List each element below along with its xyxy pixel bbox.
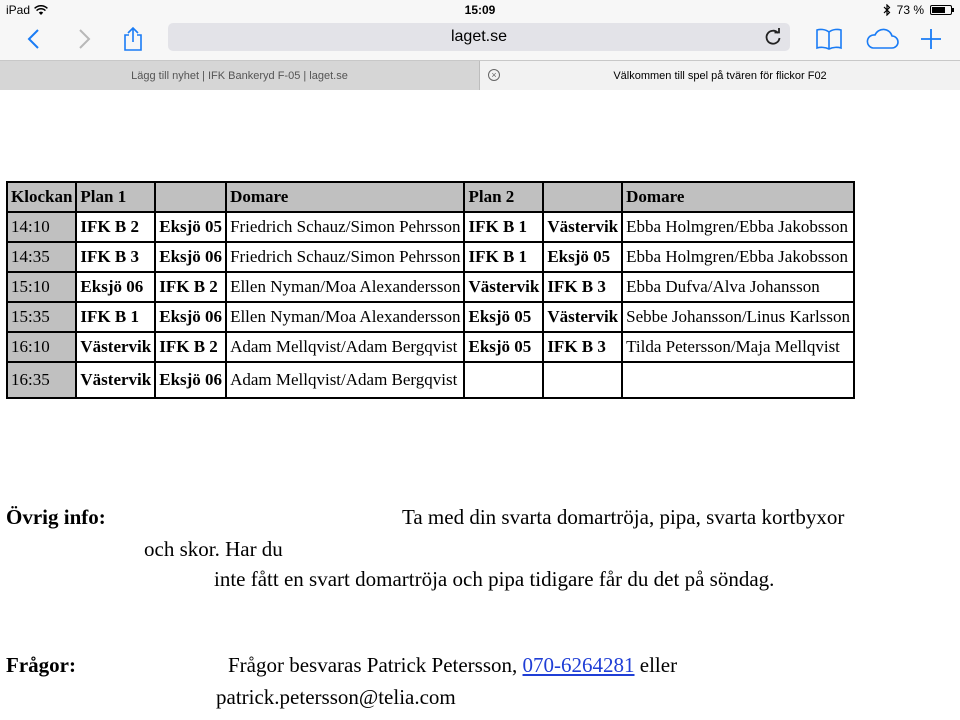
device-name: iPad: [6, 3, 31, 17]
team-cell: Eksjö 06: [76, 272, 155, 302]
time-cell: 14:35: [7, 242, 76, 272]
tab-label: Lägg till nyhet | IFK Bankeryd F-05 | laget.se: [131, 69, 348, 82]
page-content: [0, 91, 960, 720]
team-cell: Eksjö 06: [155, 362, 226, 398]
table-row: [7, 272, 854, 302]
table-header-cell: [543, 182, 622, 212]
referee-cell: [622, 362, 854, 398]
tab-active[interactable]: [480, 61, 960, 90]
table-row: [7, 302, 854, 332]
referee-cell: Friedrich Schauz/Simon Pehrsson: [226, 242, 464, 272]
team-cell: Eksjö 05: [543, 242, 622, 272]
time-cell: 15:10: [7, 272, 76, 302]
team-cell: Västervik: [464, 272, 543, 302]
reload-icon[interactable]: [762, 26, 784, 48]
team-cell: [464, 362, 543, 398]
tab-inactive[interactable]: [0, 61, 480, 90]
new-tab-icon[interactable]: [916, 24, 946, 54]
cloud-icon[interactable]: [864, 24, 900, 54]
questions-prefix: Frågor besvaras Patrick Petersson,: [228, 653, 518, 677]
status-time: 15:09: [464, 3, 496, 17]
forward-icon[interactable]: [70, 24, 100, 54]
table-header-row: [7, 182, 854, 212]
table-header-cell: Klockan: [7, 182, 76, 212]
team-cell: [543, 362, 622, 398]
referee-cell: Ellen Nyman/Moa Alexandersson: [226, 302, 464, 332]
table-header-cell: [155, 182, 226, 212]
team-cell: IFK B 2: [155, 332, 226, 362]
team-cell: Eksjö 05: [155, 212, 226, 242]
team-cell: IFK B 3: [543, 332, 622, 362]
bluetooth-icon: [883, 4, 891, 16]
tab-label: Välkommen till spel på tvären för flickor F02: [613, 69, 827, 82]
team-cell: Västervik: [543, 212, 622, 242]
browser-toolbar: [0, 20, 960, 60]
time-cell: 16:35: [7, 362, 76, 398]
team-cell: IFK B 2: [76, 212, 155, 242]
table-header-cell: Plan 2: [464, 182, 543, 212]
referee-cell: Friedrich Schauz/Simon Pehrsson: [226, 212, 464, 242]
referee-cell: Tilda Petersson/Maja Mellqvist: [622, 332, 854, 362]
referee-cell: Ebba Holmgren/Ebba Jakobsson: [622, 212, 854, 242]
status-bar: [0, 0, 960, 20]
battery-icon: [930, 5, 952, 15]
status-right: [883, 3, 952, 17]
table-row: [7, 362, 854, 398]
referee-cell: Ebba Dufva/Alva Johansson: [622, 272, 854, 302]
table-row: [7, 212, 854, 242]
table-header-cell: Domare: [226, 182, 464, 212]
questions-email: patrick.petersson@telia.com: [216, 685, 456, 709]
referee-cell: Adam Mellqvist/Adam Bergqvist: [226, 362, 464, 398]
team-cell: Västervik: [76, 362, 155, 398]
referee-cell: Sebbe Johansson/Linus Karlsson: [622, 302, 854, 332]
team-cell: IFK B 1: [464, 242, 543, 272]
time-cell: 16:10: [7, 332, 76, 362]
info-text-line3: inte fått en svart domartröja och pipa tidigare får du det på söndag.: [214, 567, 775, 591]
battery-level: [932, 7, 945, 13]
table-row: [7, 332, 854, 362]
team-cell: Eksjö 05: [464, 332, 543, 362]
share-icon[interactable]: [118, 24, 148, 54]
address-bar[interactable]: [168, 23, 790, 51]
team-cell: IFK B 2: [155, 272, 226, 302]
team-cell: Eksjö 05: [464, 302, 543, 332]
schedule-table: [6, 181, 855, 399]
info-text-line2: och skor. Har du: [144, 537, 283, 561]
time-cell: 15:35: [7, 302, 76, 332]
team-cell: IFK B 1: [464, 212, 543, 242]
team-cell: Eksjö 06: [155, 242, 226, 272]
referee-cell: Adam Mellqvist/Adam Bergqvist: [226, 332, 464, 362]
info-text-line1: Ta med din svarta domartröja, pipa, svarta kortbyxor: [402, 505, 845, 529]
questions-suffix: eller: [639, 653, 678, 677]
close-tab-icon[interactable]: ×: [488, 69, 500, 81]
team-cell: Västervik: [76, 332, 155, 362]
questions-text: [228, 653, 677, 678]
questions-label: Frågor:: [6, 653, 76, 677]
tab-bar: [0, 60, 960, 90]
referee-cell: Ellen Nyman/Moa Alexandersson: [226, 272, 464, 302]
info-label: Övrig info:: [6, 505, 106, 529]
team-cell: IFK B 3: [543, 272, 622, 302]
team-cell: IFK B 3: [76, 242, 155, 272]
team-cell: IFK B 1: [76, 302, 155, 332]
table-header-cell: Plan 1: [76, 182, 155, 212]
bookmarks-icon[interactable]: [814, 24, 844, 54]
time-cell: 14:10: [7, 212, 76, 242]
table-row: [7, 242, 854, 272]
team-cell: Västervik: [543, 302, 622, 332]
back-icon[interactable]: [18, 24, 48, 54]
url-text: laget.se: [450, 28, 508, 45]
referee-cell: Ebba Holmgren/Ebba Jakobsson: [622, 242, 854, 272]
battery-percent: 73 %: [896, 3, 924, 17]
team-cell: Eksjö 06: [155, 302, 226, 332]
phone-link[interactable]: 070-6264281: [522, 653, 635, 677]
table-header-cell: Domare: [622, 182, 854, 212]
